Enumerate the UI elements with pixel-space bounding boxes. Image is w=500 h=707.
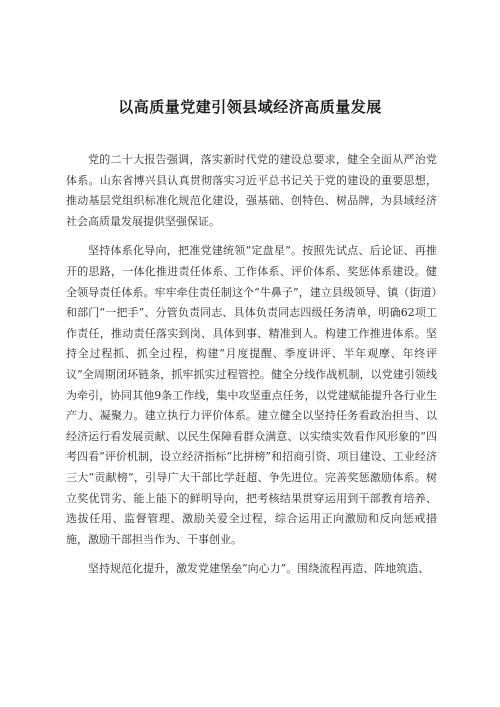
paragraph-standardization: 坚持规范化提升，激发党建堡垒“向心力”。围绕流程再造、阵地筑造、 (88, 562, 430, 576)
document-body (66, 150, 437, 589)
paragraph-systematization: 坚持体系化导向，把准党建统领“定盘星”。按照先试点、后论证、再推开的思路，一体化推进责任体系、工作体系、评价体系、奖惩体系建设。健全领导责任体系。牢牢牵住责任制这个“牛鼻子”，建立县级领导、镇（街道）和部门“一把手”、分管负责同志、具体负责同志四级任务清单，明确62项工作责任，推动责任落实到岗、具体到事、精准到人。构建工作推进体系。坚持全过程抓、抓全过程，构建“月度提醒、季度讲评、半年观摩、年终评议”全周期闭环链条，抓牢抓实过程管控。健全分线作战机制，以党建引领线为牵引，协同其他9条工作线，集中攻坚重点任务，以党建赋能提升各行业生产力、凝聚力。建立执行力评价体系。建立健全以坚持任务看政治担当、以经济运行看发展贡献、以民生保障看群众满意、以实绩实效看作风形象的“四考四看”评价机制，设立经济指标“比拼榜”和招商引资、项目建设、工业经济三大“贡献榜”，引导广大干部比学赶超、争先进位。完善奖惩激励体系。树立奖优罚劣、能上能下的鲜明导向，把考核结果贯穿运用到干部教育培养、选拔任用、监督管理、激励关爱全过程，综合运用正向激励和反向惩戒措施，激励干部担当作为、干事创业。 (66, 244, 437, 546)
document-title: 以高质量党建引领县域经济高质量发展 (118, 98, 382, 116)
paragraph-intro: 党的二十大报告强调，落实新时代党的建设总要求，健全全面从严治党体系。山东省博兴县认真贯彻落实习近平总书记关于党的建设的重要思想，推动基层党组织标准化规范化建设，强基础、创特色、树品牌，为县域经济社会高质量发展提供坚强保证。 (66, 153, 437, 228)
